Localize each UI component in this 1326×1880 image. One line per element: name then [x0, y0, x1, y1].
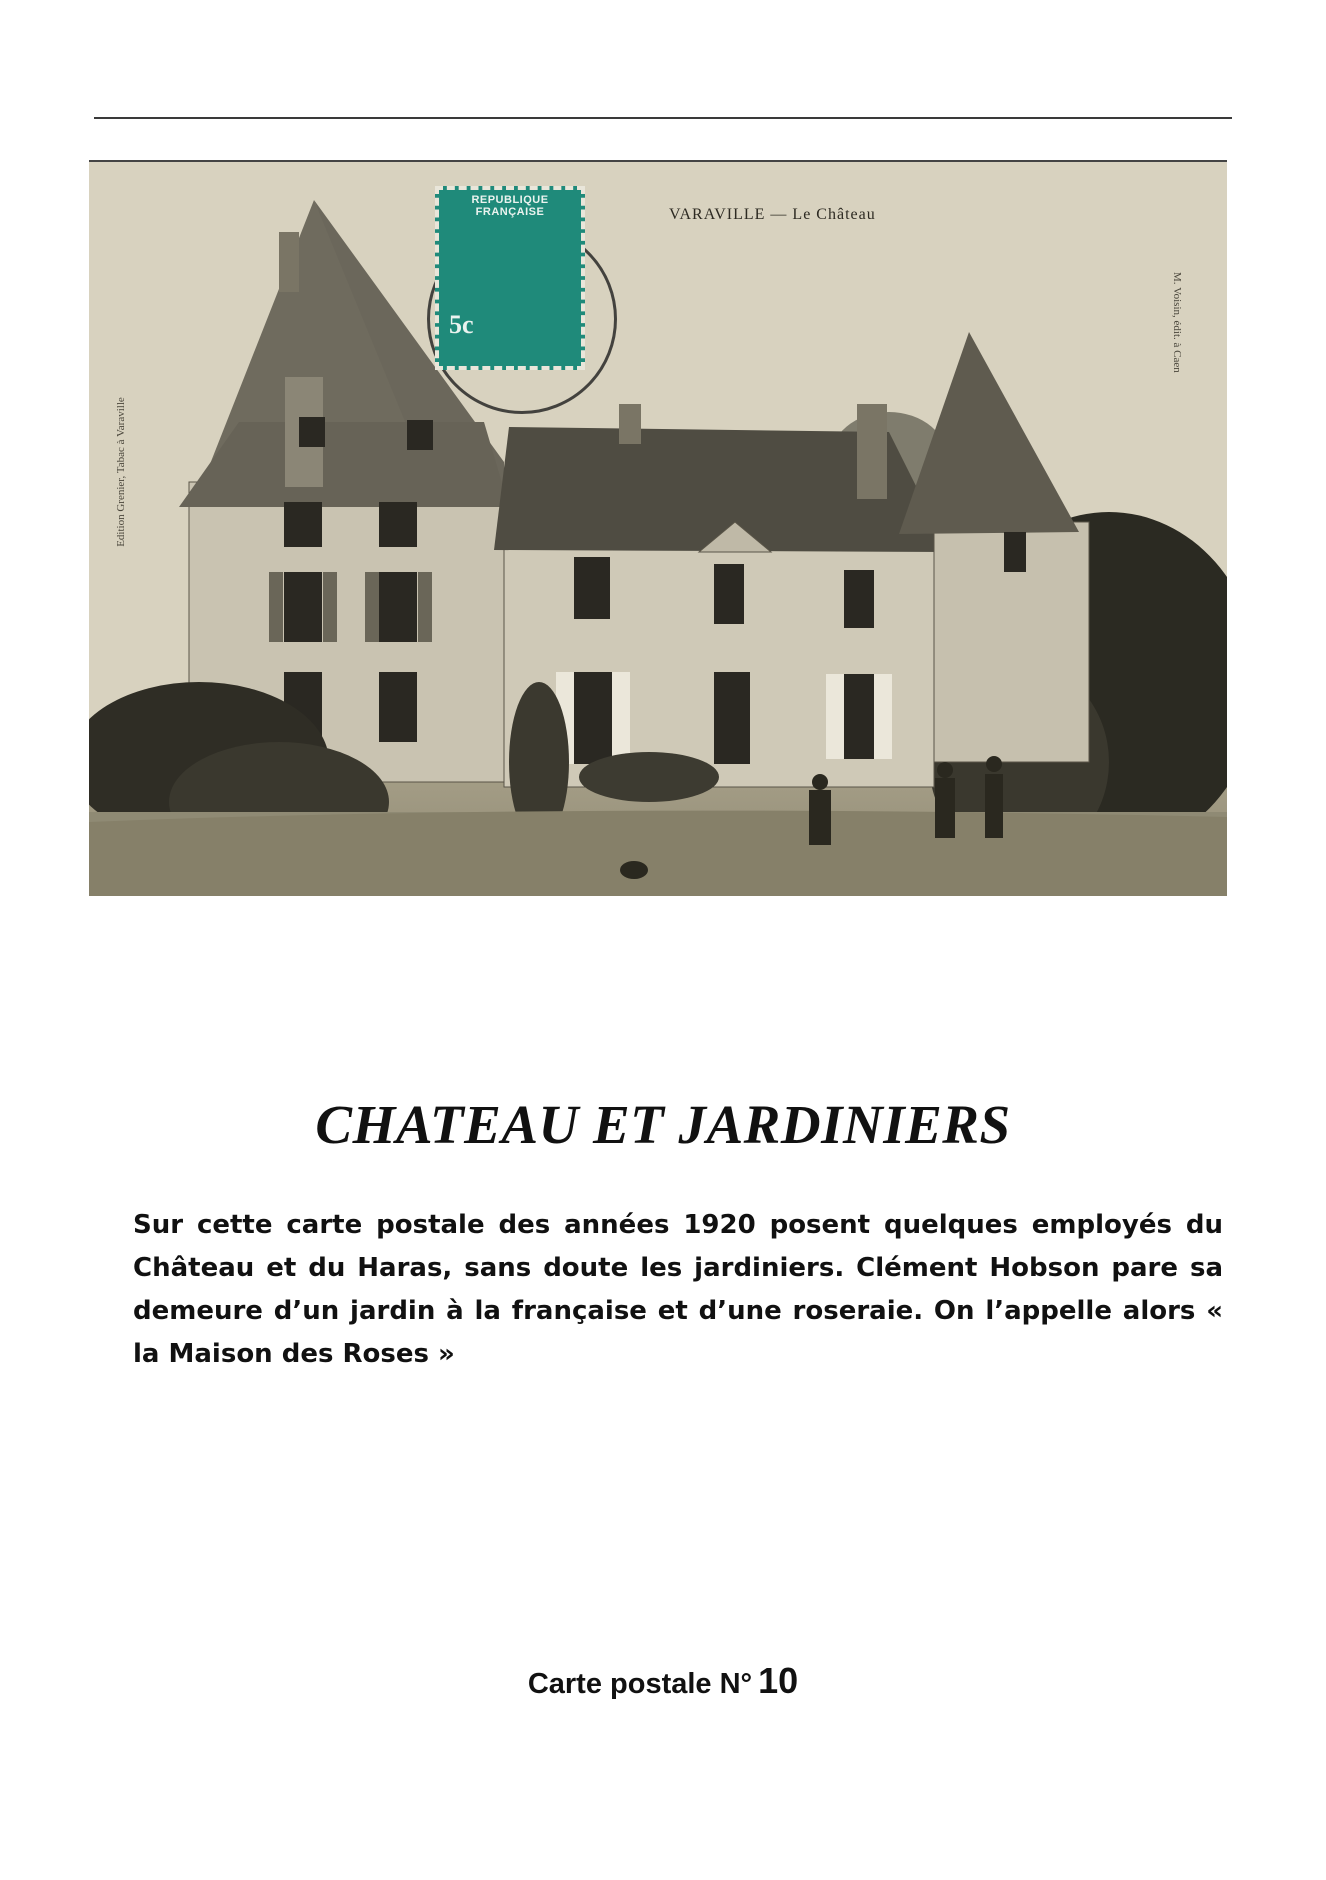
postcard-number-label: Carte postale N°: [527, 1668, 753, 1700]
postcard-number-value: 10: [758, 1660, 799, 1701]
postcard-edition: Edition Grenier, Tabac à Varaville: [115, 397, 127, 547]
top-rule: [94, 117, 1232, 119]
stamp-header: REPUBLIQUE FRANÇAISE: [471, 194, 549, 218]
postcard-caption: VARAVILLE — Le Château: [669, 206, 876, 223]
page-title: CHATEAU ET JARDINIERS: [315, 1094, 1011, 1155]
postcard-publisher: M. Voisin, édit. à Caen: [1171, 272, 1183, 373]
description-paragraph: Sur cette carte postale des années 1920 posent quelques employés du Château et du Haras, sans doute les jardiniers. Clément Hobson pare sa demeure d’un jardin à la française et d’une roseraie. On l’appelle alors « la Maison des Roses »: [133, 1210, 1223, 1369]
stamp-value: 5c: [449, 310, 474, 339]
chateau-illustration: [89, 162, 1227, 896]
postcard-number: [0, 1660, 1326, 1702]
postage-stamp: [435, 186, 585, 370]
postcard-photo: [89, 160, 1227, 896]
